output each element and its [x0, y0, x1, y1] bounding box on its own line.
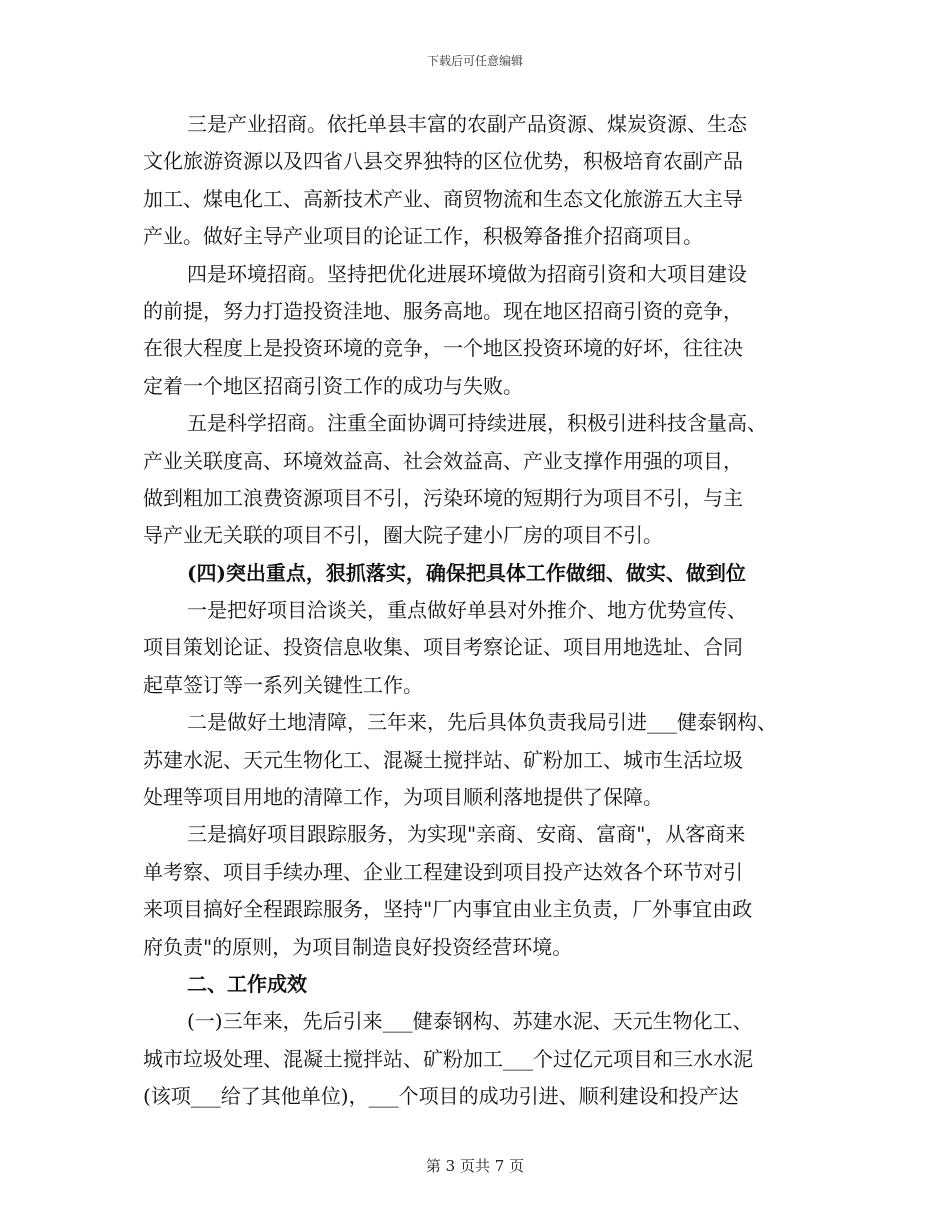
paragraph-line: 导产业无关联的项目不引，圈大院子建小厂房的项目不引。 — [143, 523, 663, 548]
paragraph-line: 五是科学招商。注重全面协调可持续进展，积极引进科技含量高、 — [187, 411, 767, 436]
paragraph-line: (一)三年来，先后引来___健泰钢构、苏建水泥、天元生物化工、 — [187, 1009, 753, 1034]
page-header: 下载后可任意编辑 — [426, 54, 523, 68]
paragraph-line: 四是环境招商。坚持把优化进展环境做为招商引资和大项目建设 — [187, 261, 747, 286]
paragraph-line: 定着一个地区招商引资工作的成功与失败。 — [143, 373, 523, 398]
paragraph-line: 苏建水泥、天元生物化工、混凝土搅拌站、矿粉加工、城市生活垃圾 — [143, 747, 743, 772]
paragraph-line: 城市垃圾处理、混凝土搅拌站、矿粉加工___个过亿元项目和三水水泥 — [143, 1046, 753, 1071]
paragraph-line: 单考察、项目手续办理、企业工程建设到项目投产达效各个环节对引 — [143, 859, 743, 884]
paragraph-line: 项目策划论证、投资信息收集、项目考察论证、项目用地选址、合同 — [143, 635, 743, 660]
section-heading-line: (四)突出重点，狠抓落实，确保把具体工作做细、做实、做到位 — [187, 560, 746, 585]
page-number: 第 3 页共 7 页 — [425, 1157, 525, 1175]
paragraph-line: 一是把好项目洽谈关，重点做好单县对外推介、地方优势宣传、 — [187, 598, 747, 623]
paragraph-line: 做到粗加工浪费资源项目不引，污染环境的短期行为项目不引，与主 — [143, 485, 743, 510]
paragraph-line: 在很大程度上是投资环境的竞争，一个地区投资环境的好坏，往往决 — [143, 336, 743, 361]
paragraph-line: 三是搞好项目跟踪服务，为实现"亲商、安商、富商"，从客商来 — [187, 822, 746, 847]
paragraph-line: 产业关联度高、环境效益高、社会效益高、产业支撑作用强的项目， — [143, 448, 743, 473]
paragraph-line: 三是产业招商。依托单县丰富的农副产品资源、煤炭资源、生态 — [187, 112, 747, 136]
document-body — [143, 106, 823, 1116]
paragraph-line: 府负责"的原则，为项目制造良好投资经营环境。 — [143, 934, 573, 959]
paragraph-line: 来项目搞好全程跟踪服务，坚持"厂内事宜由业主负责，厂外事宜由政 — [143, 897, 753, 922]
paragraph-line: 产业。做好主导产业项目的论证工作，积极筹备推介招商项目。 — [143, 224, 703, 249]
paragraph-line: 处理等项目用地的清障工作，为项目顺利落地提供了保障。 — [143, 785, 663, 810]
paragraph-line: 的前提，努力打造投资洼地、服务高地。现在地区招商引资的竞争， — [143, 298, 743, 323]
paragraph-line: 二是做好土地清障，三年来，先后具体负责我局引进___健泰钢构、 — [187, 710, 777, 735]
paragraph-line: 起草签订等一系列关键性工作。 — [143, 672, 423, 697]
section-heading-line: 二、工作成效 — [187, 971, 307, 996]
paragraph-line: (该项___给了其他单位)，___个项目的成功引进、顺利建设和投产达 — [143, 1084, 739, 1109]
paragraph-line: 文化旅游资源以及四省八县交界独特的区位优势，积极培育农副产品 — [143, 149, 743, 174]
paragraph-line: 加工、煤电化工、高新技术产业、商贸物流和生态文化旅游五大主导 — [143, 186, 743, 211]
